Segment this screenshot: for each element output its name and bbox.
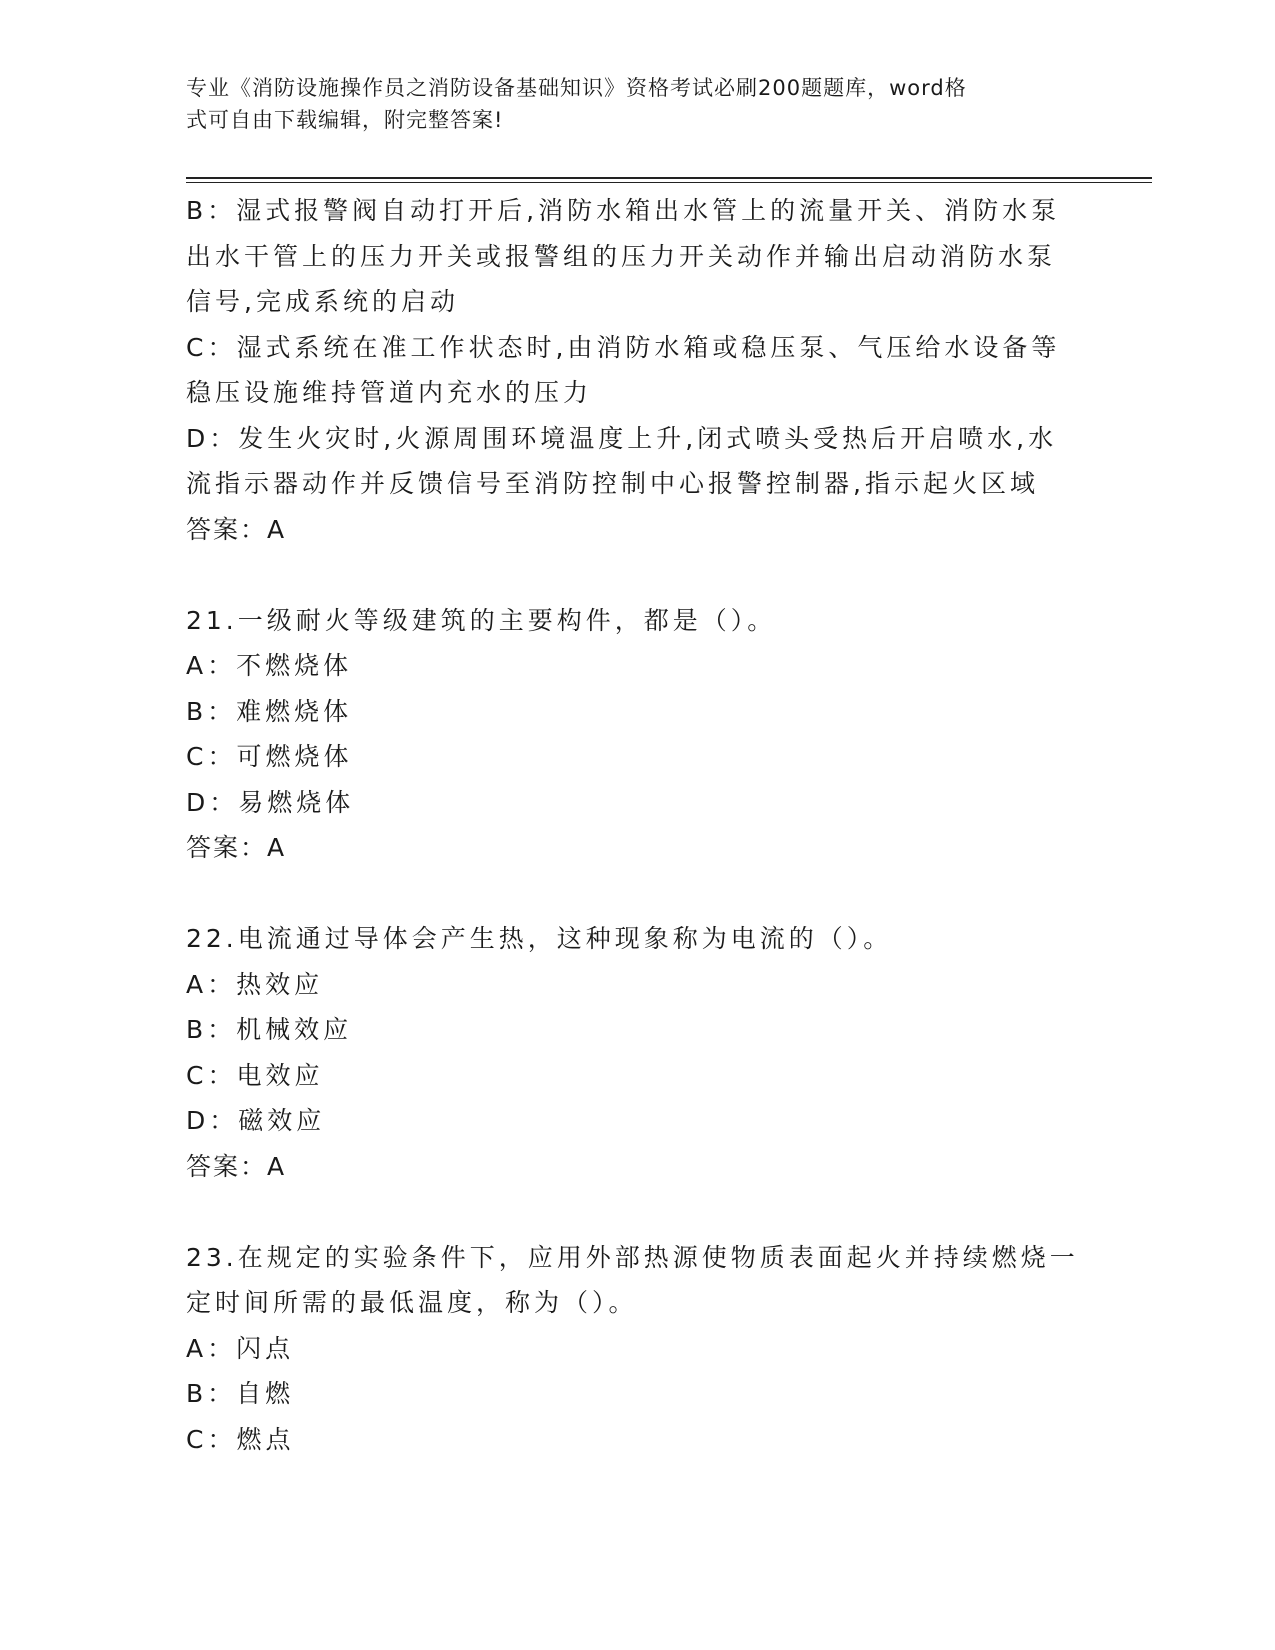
header-line-1: 专业《消防设施操作员之消防设备基础知识》资格考试必刷200题题库，word格 (186, 76, 967, 100)
question-stem: 21.一级耐火等级建筑的主要构件，都是（）。 (186, 605, 777, 635)
option-b: B：难燃烧体 (186, 696, 353, 726)
option-b: B：机械效应 (186, 1015, 353, 1044)
option-c: C：燃点 (186, 1424, 295, 1454)
spacer (186, 871, 1086, 917)
option-c: C：可燃烧体 (186, 742, 353, 771)
option-a: A：不燃烧体 (186, 651, 353, 680)
option-b (186, 188, 1086, 325)
question-21 (186, 598, 1086, 871)
document-header (186, 72, 1066, 136)
option-d (186, 416, 1086, 507)
option-text-line: 信号,完成系统的启动 (186, 287, 459, 316)
answer-line: 答案：A (186, 833, 287, 862)
header-divider-thick (186, 177, 1152, 179)
question-23 (186, 1235, 1086, 1463)
option-d: D：易燃烧体 (186, 787, 355, 817)
option-c (186, 325, 1086, 416)
option-text-line: C：湿式系统在准工作状态时,由消防水箱或稳压泵、气压给水设备等 (186, 332, 1061, 362)
option-d: D：磁效应 (186, 1106, 326, 1135)
header-divider-thin (186, 182, 1152, 183)
option-text-line: D：发生火灾时,火源周围环境温度上升,闭式喷头受热后开启喷水,水 (186, 423, 1058, 453)
question-22 (186, 916, 1086, 1189)
option-text-line: B：湿式报警阀自动打开后,消防水箱出水管上的流量开关、消防水泵 (186, 196, 1061, 225)
option-text-line: 稳压设施维持管道内充水的压力 (186, 378, 593, 407)
header-line-2: 式可自由下载编辑，附完整答案! (186, 108, 504, 132)
option-b: B：自燃 (186, 1379, 295, 1408)
option-text-line: 出水干管上的压力开关或报警组的压力开关动作并输出启动消防水泵 (186, 241, 1057, 271)
question-stem-line: 23.在规定的实验条件下，应用外部热源使物质表面起火并持续燃烧一 (186, 1242, 1079, 1272)
question-stem: 22.电流通过导体会产生热，这种现象称为电流的（）。 (186, 924, 893, 953)
spacer (186, 552, 1086, 598)
document-body (186, 188, 1086, 1462)
answer-line: 答案：A (186, 1151, 287, 1181)
answer-line: 答案：A (186, 514, 287, 544)
option-c: C：电效应 (186, 1060, 324, 1090)
option-text-line: 流指示器动作并反馈信号至消防控制中心报警控制器,指示起火区域 (186, 469, 1039, 498)
question-stem-line: 定时间所需的最低温度，称为（）。 (186, 1288, 638, 1317)
option-a: A：闪点 (186, 1333, 295, 1363)
option-a: A：热效应 (186, 969, 324, 999)
spacer (186, 1189, 1086, 1235)
